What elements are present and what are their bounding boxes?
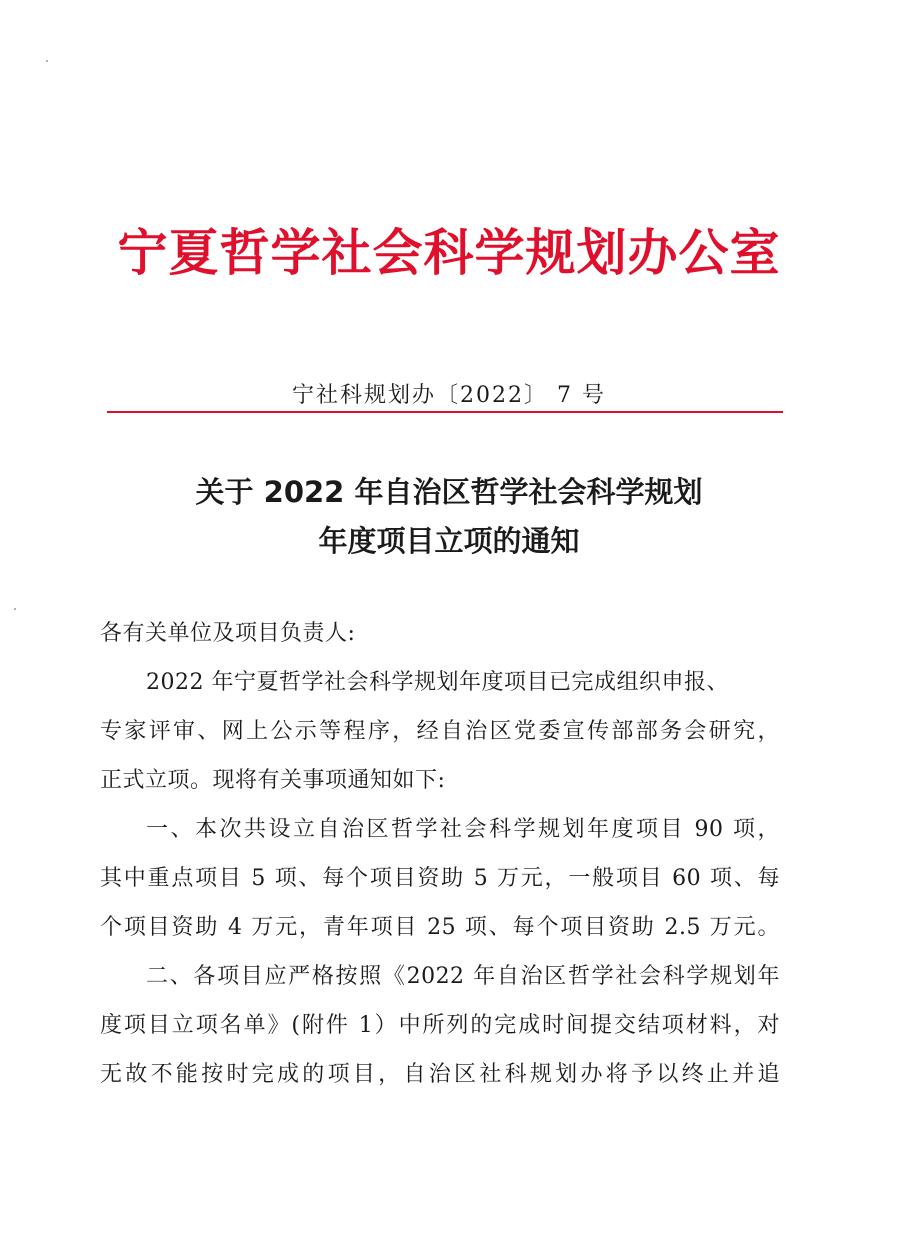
body-line: 2022 年宁夏哲学社会科学规划年度项目已完成组织申报、: [146, 670, 729, 695]
notice-title-line-2: 年度项目立项的通知: [318, 524, 580, 558]
body-line: 正式立项。现将有关事项通知如下:: [100, 768, 446, 793]
issuing-office-masthead: 宁夏哲学社会科学规划办公室: [117, 224, 781, 282]
document-number: 宁社科规划办〔2022〕 7 号: [292, 383, 606, 408]
scan-speck: [46, 60, 48, 62]
body-line: 无故不能按时完成的项目，自治区社科规划办将予以终止并追: [100, 1062, 780, 1087]
notice-title-line-1: 关于 2022 年自治区哲学社会科学规划: [195, 475, 703, 509]
body-line: 专家评审、网上公示等程序，经自治区党委宣传部部务会研究，: [100, 719, 780, 744]
scan-speck: [14, 608, 16, 610]
body-line: 其中重点项目 5 项、每个项目资助 5 万元，一般项目 60 项、每: [100, 866, 780, 891]
body-line: 一、本次共设立自治区哲学社会科学规划年度项目 90 项，: [146, 817, 780, 842]
body-line: 个项目资助 4 万元，青年项目 25 项、每个项目资助 2.5 万元。: [100, 915, 780, 940]
body-line: 二、各项目应严格按照《2022 年自治区哲学社会科学规划年: [146, 964, 780, 989]
red-divider-line: [107, 411, 783, 413]
salutation: 各有关单位及项目负责人:: [100, 621, 356, 646]
body-line: 度项目立项名单》(附件 1）中所列的完成时间提交结项材料，对: [100, 1013, 780, 1038]
